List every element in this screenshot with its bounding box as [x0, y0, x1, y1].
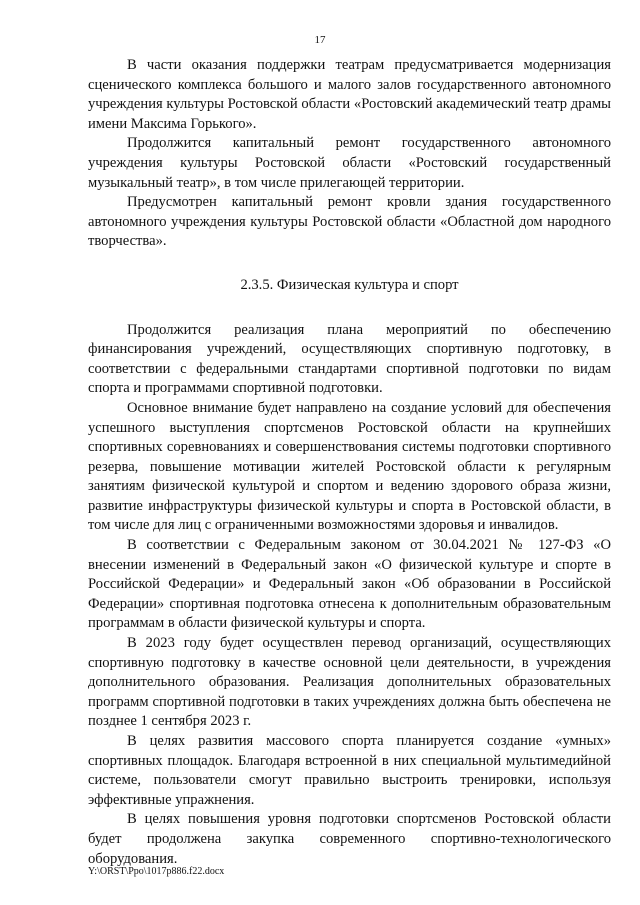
document-body: [88, 56, 611, 869]
paragraph-musical-theater-repair: Продолжится капитальный ремонт государственного автономного учреждения культуры Ростовской области «Ростовский государственный музыкальный театр», в том числе прилегающей территории.: [88, 135, 611, 191]
paragraph-federal-law: В соответствии с Федеральным законом от 30.04.2021 № 127-ФЗ «О внесении изменений в Федеральный закон «О физической культуре и спорте в Российской Федерации» и Федеральный закон «Об образовании в Российской Федерации» спортивная подготовка отнесена к дополнительным образовательным программам в области физической культуры и спорта.: [88, 537, 611, 632]
paragraph-financing-plan: Продолжится реализация плана мероприятий по обеспечению финансирования учреждений, осуществляющих спортивную подготовку, в соответствии с федеральными стандартами спортивной подготовки по видам спорта и программами спортивной подготовки.: [88, 321, 611, 397]
paragraph-equipment-purchase: В целях повышения уровня подготовки спортсменов Ростовской области будет продолжена закупка современного спортивно-технологического оборудования.: [88, 811, 611, 867]
paragraph-main-focus: Основное внимание будет направлено на создание условий для обеспечения успешного выступления спортсменов Ростовской области на крупнейших спортивных соревнованиях и совершенствования системы подготовки спортивного резерва, повышение мотивации жителей Ростовской области к регулярным занятиям физической культурой и спортом и ведению здорового образа жизни, развитие инфраструктуры физической культуры и спорта в Ростовской области, в том числе для лиц с ограниченными возможностями здоровья и инвалидов.: [88, 399, 611, 534]
paragraph-folk-house-roof: Предусмотрен капитальный ремонт кровли здания государственного автономного учреждения культуры Ростовской области «Областной дом народного творчества».: [88, 194, 611, 250]
paragraph-smart-grounds: В целях развития массового спорта планируется создание «умных» спортивных площадок. Благодаря встроенной в них специальной мультимедийной системе, пользователи смогут правильно выстроить тренировки, используя эффективные упражнения.: [88, 733, 611, 808]
footer-file-path: Y:\ORST\Ppo\1017p886.f22.docx: [88, 866, 225, 877]
paragraph-theater-modernization: В части оказания поддержки театрам предусматривается модернизация сценического комплекса большого и малого залов государственного автономного учреждения культуры Ростовской области «Ростовский академический театр драмы имени Максима Горького».: [88, 57, 611, 132]
paragraph-2023-transfer: В 2023 году будет осуществлен перевод организаций, осуществляющих спортивную подготовку в качестве основной цели деятельности, в учреждения дополнительного образования. Реализация дополнительных образовательных программ спортивной подготовки в таких учреждениях должна быть обеспечена не позднее 1 сентября 2023 г.: [88, 635, 611, 730]
page-number: 17: [314, 34, 326, 46]
section-heading: 2.3.5. Физическая культура и спорт: [240, 276, 459, 293]
